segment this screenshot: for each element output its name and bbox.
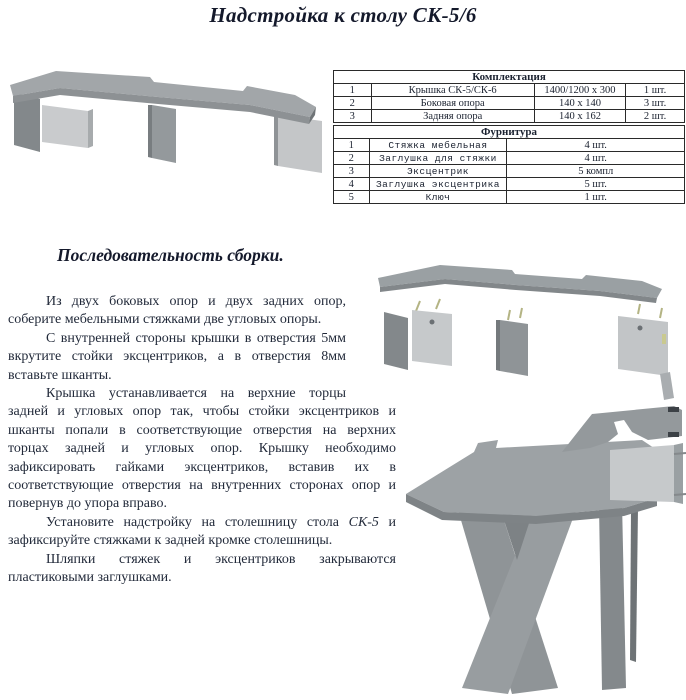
row-num: 1 xyxy=(334,84,372,97)
addon-support-box xyxy=(610,443,683,504)
paragraph-text: Установите надстройку на столешницу стола xyxy=(46,514,349,530)
corner-support-right xyxy=(274,114,322,173)
table-section-header xyxy=(334,71,685,84)
part-name: Ключ xyxy=(369,191,507,204)
paragraph: Крышка устанавливается на верхние торцы задней и угловых опор так, чтобы стойки эксцентриков и шканты попали в соответствующие отверстия на верхних торцах задней и угловых опор. Крышку необходимо зафиксировать гайками эксцентриков, вставив их в соответствующие отверстия на внутренних сторонах опор и повернув до упора вправо. xyxy=(8,386,396,512)
assembled-shelf-render xyxy=(0,55,330,205)
corner-support-left xyxy=(14,93,93,152)
part-qty: 4 шт. xyxy=(507,139,685,152)
table-row xyxy=(334,165,685,178)
assembly-heading: Последовательность сборки. xyxy=(57,245,284,265)
part-name: Заглушка для стяжки xyxy=(369,152,507,165)
figure-desk-with-shelf xyxy=(386,390,686,700)
parts-tables xyxy=(333,70,685,204)
part-size: 140 x 140 xyxy=(534,97,625,110)
row-num: 3 xyxy=(334,165,370,178)
page-title: Надстройка к столу СК-5/6 xyxy=(209,3,477,27)
row-num: 4 xyxy=(334,178,370,191)
row-num: 2 xyxy=(334,97,372,110)
table-row xyxy=(334,84,685,97)
part-name: Эксцентрик xyxy=(369,165,507,178)
figure-exploded-view xyxy=(350,252,686,400)
assembly-instructions xyxy=(8,293,396,588)
furnitura-header: Фурнитура xyxy=(334,126,685,139)
part-name: Стяжка мебельная xyxy=(369,139,507,152)
paragraph xyxy=(8,514,396,551)
paragraph: Из двух боковых опор и двух задних опор, соберите мебельными стяжками две угловых опоры. xyxy=(8,294,346,328)
row-num: 5 xyxy=(334,191,370,204)
komplekt-table xyxy=(333,70,685,123)
figure-assembled-shelf xyxy=(0,55,330,205)
part-name: Крышка СК-5/СК-6 xyxy=(371,84,534,97)
desk-x-leg xyxy=(458,508,576,694)
row-num: 1 xyxy=(334,139,370,152)
corner-support-right-exploded xyxy=(618,304,674,400)
part-name: Заглушка эксцентрика xyxy=(369,178,507,191)
part-qty: 5 компл xyxy=(507,165,685,178)
desk-back-leg xyxy=(599,502,638,690)
part-size: 140 x 162 xyxy=(534,110,625,123)
model-name: СК-5 xyxy=(348,514,379,530)
part-qty: 2 шт. xyxy=(626,110,685,123)
exploded-assembly-render xyxy=(350,252,686,400)
part-qty: 5 шт. xyxy=(507,178,685,191)
table-row xyxy=(334,152,685,165)
row-num: 3 xyxy=(334,110,372,123)
row-num: 2 xyxy=(334,152,370,165)
part-size: 1400/1200 x 300 xyxy=(534,84,625,97)
table-row xyxy=(334,178,685,191)
furnitura-table xyxy=(333,125,685,204)
part-name: Задняя опора xyxy=(371,110,534,123)
middle-support xyxy=(148,105,176,163)
table-row xyxy=(334,139,685,152)
part-qty: 1 шт. xyxy=(626,84,685,97)
komplekt-header: Комплектация xyxy=(334,71,685,84)
desk-with-addon-render xyxy=(386,390,686,700)
paragraph-text: и зафиксируйте стяжками к задней кромке столешницы. xyxy=(8,514,396,549)
text-wrap-spacer xyxy=(346,293,396,386)
paragraph: С внутренней стороны крышки в отверстия 5мм вкрутите стойки эксцентриков, а в отверстия 8мм вставьте шканты. xyxy=(8,330,346,383)
middle-support-exploded xyxy=(496,308,528,376)
table-row xyxy=(334,110,685,123)
part-qty: 4 шт. xyxy=(507,152,685,165)
paragraph: Шляпки стяжек и эксцентриков закрываются пластиковыми заглушками. xyxy=(8,551,396,586)
table-row xyxy=(334,97,685,110)
part-qty: 3 шт. xyxy=(626,97,685,110)
part-name: Боковая опора xyxy=(371,97,534,110)
shelf-board-floating xyxy=(378,265,662,303)
part-qty: 1 шт. xyxy=(507,191,685,204)
table-section-header xyxy=(334,126,685,139)
table-row xyxy=(334,191,685,204)
